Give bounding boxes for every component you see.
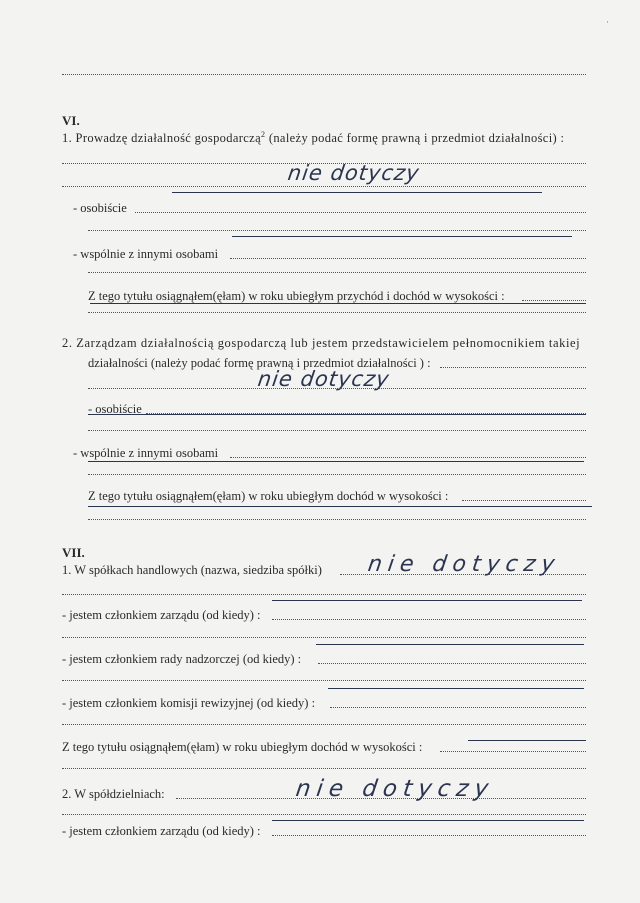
dotted-line: [88, 230, 586, 231]
pen-stroke: [232, 236, 572, 237]
dotted-line: [272, 835, 586, 836]
pen-stroke: [468, 740, 586, 741]
dotted-line: [88, 474, 586, 475]
s6-q2-jointly: - wspólnie z innymi osobami: [73, 446, 219, 460]
s7-q1-handwritten: nie dotyczy: [366, 552, 563, 577]
pen-stroke: [88, 506, 592, 507]
s6-q1-text: [62, 127, 588, 146]
dotted-line: [88, 388, 586, 389]
dotted-line: [62, 637, 586, 638]
dotted-line: [88, 312, 586, 313]
dotted-line: [62, 680, 586, 681]
pen-stroke: [90, 303, 586, 304]
pen-stroke: [272, 820, 584, 821]
section-vii-heading: VII.: [62, 545, 85, 560]
pen-stroke: [272, 600, 582, 601]
s6-q1-label-rest: (należy podać formę prawną i przedmiot działalności) :: [265, 131, 565, 146]
dotted-line: [230, 457, 586, 458]
dotted-line: [62, 724, 586, 725]
s6-q2-text-2: działalności (należy podać formę prawną i przedmiot działalności ) :: [88, 356, 431, 370]
pen-stroke: [90, 414, 586, 415]
s6-q2-handwritten: nie dotyczy: [256, 367, 392, 391]
pen-stroke: [328, 688, 584, 689]
corner-mark: ·: [606, 17, 609, 27]
dotted-line: [62, 186, 586, 187]
dotted-line: [462, 500, 586, 501]
pen-stroke: [316, 644, 584, 645]
section-vi-heading: VI.: [62, 113, 80, 128]
dotted-line: [440, 367, 586, 368]
dotted-line: [230, 258, 586, 259]
s7-q2-text: 2. W spółdzielniach:: [62, 787, 165, 801]
dotted-line: [62, 768, 586, 769]
dotted-line: [318, 663, 586, 664]
s7-audit: - jestem członkiem komisji rewizyjnej (od kiedy) :: [62, 696, 316, 710]
s6-q1-income: Z tego tytułu osiągnąłem(ęłam) w roku ubiegłym przychód i dochód w wysokości :: [88, 289, 505, 303]
s7-supervisory: - jestem członkiem rady nadzorczej (od kiedy) :: [62, 652, 302, 666]
s6-q2-income: Z tego tytułu osiągnąłem(ęłam) w roku ubiegłym dochód w wysokości :: [88, 489, 449, 503]
dotted-line: [135, 212, 586, 213]
s6-q2-personal: - osobiście: [88, 402, 142, 416]
pen-stroke: [88, 461, 584, 462]
dotted-line: [88, 430, 586, 431]
s7-q1-text: 1. W spółkach handlowych (nazwa, siedziba spółki): [62, 563, 322, 577]
s6-q1-personal: - osobiście: [73, 201, 127, 215]
dotted-line: [522, 300, 586, 301]
pen-stroke: [172, 192, 542, 193]
s7-board: - jestem członkiem zarządu (od kiedy) :: [62, 608, 261, 622]
s7-income: Z tego tytułu osiągnąłem(ęłam) w roku ubiegłym dochód w wysokości :: [62, 740, 423, 754]
footnote-2: 2: [260, 130, 266, 139]
dotted-line: [62, 594, 586, 595]
dotted-line: [330, 707, 586, 708]
dotted-line: [440, 751, 586, 752]
top-dotted-line: [62, 74, 586, 75]
dotted-line: [62, 814, 586, 815]
s6-q1-handwritten: nie dotyczy: [286, 161, 422, 185]
s6-q2-text-1: 2. Zarządzam działalnością gospodarczą lub jestem przedstawicielem pełnomocnikiem takiej: [62, 336, 581, 350]
dotted-line: [88, 519, 586, 520]
s7-q2-handwritten: nie dotyczy: [294, 776, 496, 802]
dotted-line: [88, 272, 586, 273]
s7-q2-board: - jestem członkiem zarządu (od kiedy) :: [62, 824, 261, 838]
s6-q1-jointly: - wspólnie z innymi osobami: [73, 247, 219, 261]
s6-q1-label: 1. Prowadzę działalność gospodarczą: [62, 131, 261, 146]
dotted-line: [272, 619, 586, 620]
